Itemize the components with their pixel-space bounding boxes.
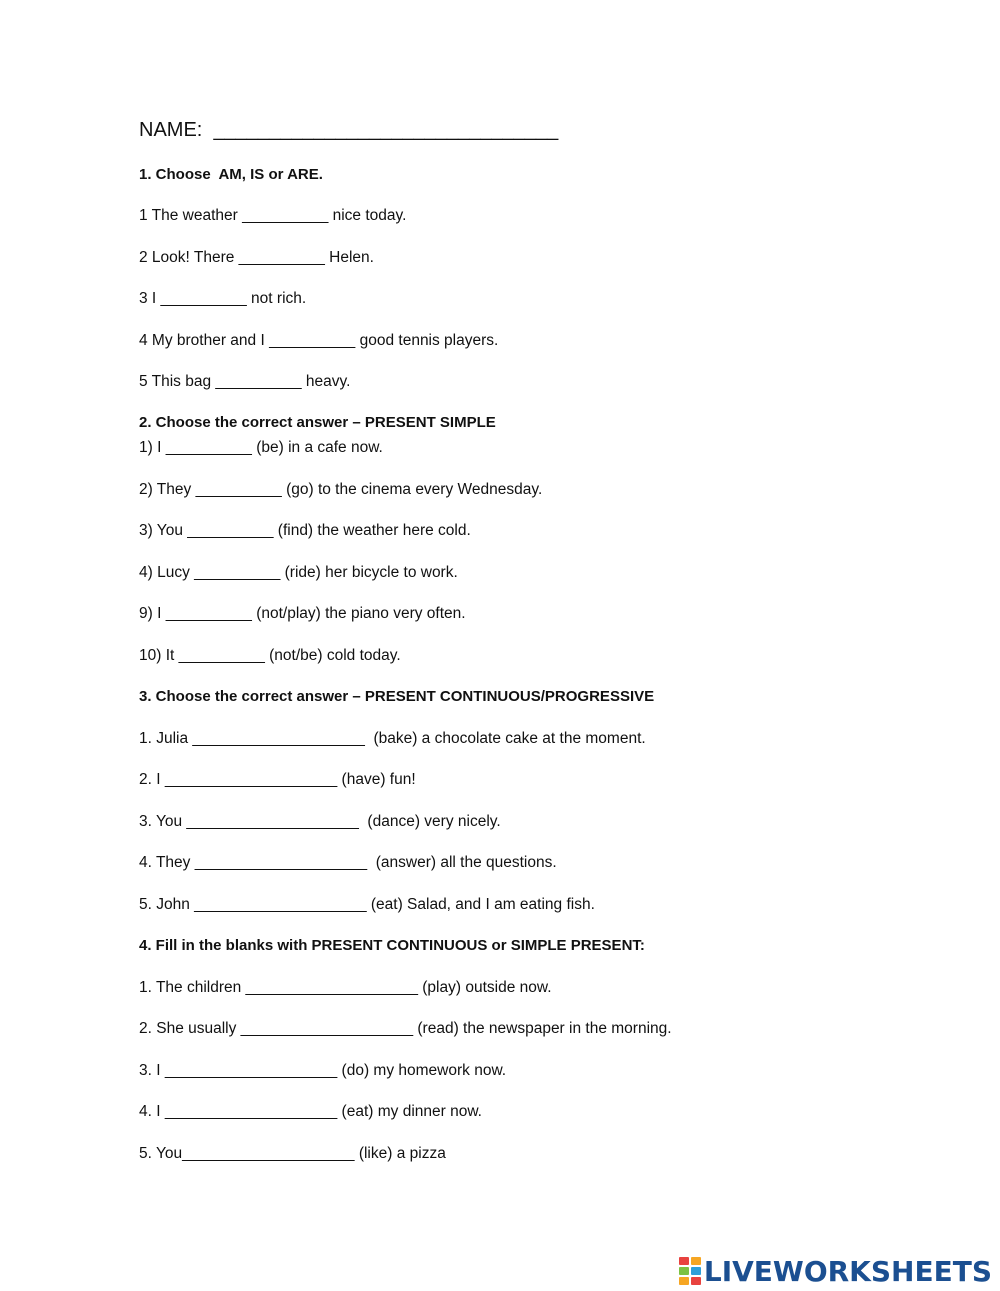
section-3-item[interactable]: 2. I ____________________ (have) fun! <box>139 771 416 788</box>
logo-block <box>679 1277 689 1285</box>
section-1-item[interactable]: 4 My brother and I __________ good tennis players. <box>139 332 499 349</box>
section-2-item[interactable]: 10) It __________ (not/be) cold today. <box>139 647 401 664</box>
section-4-item[interactable]: 4. I ____________________ (eat) my dinner now. <box>139 1103 482 1120</box>
section-1-item[interactable]: 5 This bag __________ heavy. <box>139 373 351 390</box>
logo-block <box>691 1257 701 1265</box>
section-3-item[interactable]: 3. You ____________________ (dance) very nicely. <box>139 813 501 830</box>
name-field-line[interactable]: NAME: _______________________________ <box>139 119 559 141</box>
section-2-item[interactable]: 1) I __________ (be) in a cafe now. <box>139 439 383 456</box>
section-2-item[interactable]: 3) You __________ (find) the weather here cold. <box>139 522 471 539</box>
section-2-item[interactable]: 9) I __________ (not/play) the piano very often. <box>139 605 466 622</box>
section-1-item[interactable]: 3 I __________ not rich. <box>139 290 307 307</box>
section-2-heading: 2. Choose the correct answer – PRESENT SIMPLE <box>139 414 496 431</box>
section-1-heading: 1. Choose AM, IS or ARE. <box>139 166 323 183</box>
section-2-item[interactable]: 4) Lucy __________ (ride) her bicycle to work. <box>139 564 458 581</box>
logo-block <box>691 1267 701 1275</box>
section-3-item[interactable]: 4. They ____________________ (answer) all the questions. <box>139 854 557 871</box>
section-3-heading: 3. Choose the correct answer – PRESENT CONTINUOUS/PROGRESSIVE <box>139 688 655 705</box>
section-4-heading: 4. Fill in the blanks with PRESENT CONTINUOUS or SIMPLE PRESENT: <box>139 937 645 954</box>
section-1-item[interactable]: 1 The weather __________ nice today. <box>139 207 407 224</box>
liveworksheets-logo-text: LIVEWORKSHEETS <box>703 1254 992 1288</box>
logo-block <box>679 1267 689 1275</box>
liveworksheets-logo[interactable] <box>679 1253 992 1289</box>
section-3-item[interactable]: 5. John ____________________ (eat) Salad, and I am eating fish. <box>139 896 595 913</box>
logo-block <box>691 1277 701 1285</box>
section-4-item[interactable]: 1. The children ____________________ (play) outside now. <box>139 979 552 996</box>
section-3-item[interactable]: 1. Julia ____________________ (bake) a chocolate cake at the moment. <box>139 730 646 747</box>
section-2-item[interactable]: 2) They __________ (go) to the cinema every Wednesday. <box>139 481 543 498</box>
logo-block <box>679 1257 689 1265</box>
liveworksheets-logo-icon <box>679 1257 701 1285</box>
section-4-item[interactable]: 3. I ____________________ (do) my homework now. <box>139 1062 507 1079</box>
section-4-item[interactable]: 5. You____________________ (like) a pizza <box>139 1145 446 1162</box>
section-4-item[interactable]: 2. She usually ____________________ (read) the newspaper in the morning. <box>139 1020 672 1037</box>
section-1-item[interactable]: 2 Look! There __________ Helen. <box>139 249 374 266</box>
